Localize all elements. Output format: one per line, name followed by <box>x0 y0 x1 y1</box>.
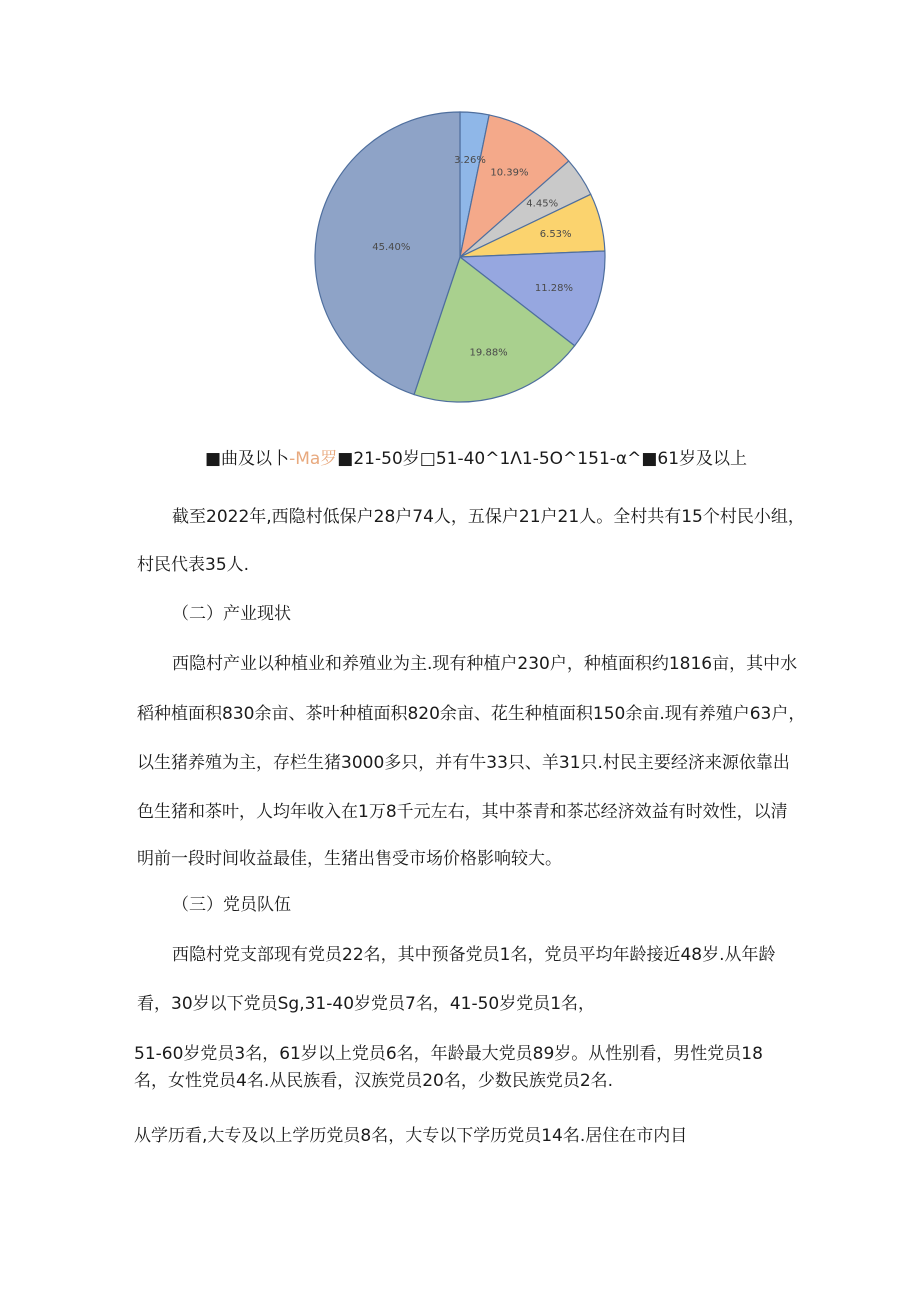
paragraph-line: 西隐村党支部现有党员22名，其中预备党员1名，党员平均年龄接近48岁.从年龄 <box>172 945 776 965</box>
paragraph-line: 从学历看,大专及以上学历党员8名，大专以下学历党员14名.居住在市内目 <box>134 1126 688 1146</box>
legend-item: -Ma罗 <box>289 449 338 469</box>
pie-slice-label: 10.39% <box>490 167 529 179</box>
paragraph-line: 村民代表35人. <box>137 555 250 575</box>
paragraph-line: 看，30岁以下党员Sg,31-40岁党员7名，41-50岁党员1名， <box>137 994 596 1014</box>
legend-item: ■曲及以卜 <box>205 449 290 469</box>
age-distribution-pie-chart <box>300 95 620 420</box>
pie-slice-label: 3.26% <box>454 154 486 166</box>
section-heading: （二）产业现状 <box>172 604 291 624</box>
paragraph-line: 名，女性党员4名.从民族看，汉族党员20名，少数民族党员2名. <box>134 1071 614 1091</box>
pie-slice-label: 4.45% <box>526 198 559 210</box>
pie-slice-label: 19.88% <box>469 347 508 359</box>
section-heading: （三）党员队伍 <box>172 895 291 915</box>
paragraph-line: 截至2022年,西隐村低保户28户74人，五保户21户21人。全村共有15个村民小组， <box>172 507 805 527</box>
pie-slice-label: 6.53% <box>539 229 572 241</box>
paragraph-line: 明前一段时间收益最佳，生猪出售受市场价格影响较大。 <box>137 849 562 869</box>
chart-legend <box>205 447 805 471</box>
legend-item: ■21-50岁 <box>337 449 420 469</box>
paragraph-line: 西隐村产业以种植业和养殖业为主.现有种植户230户，种植面积约1816亩，其中水 <box>172 654 798 674</box>
legend-item: ■61岁及以上 <box>641 449 748 469</box>
paragraph-line: 51-60岁党员3名，61岁以上党员6名，年龄最大党员89岁。从性别看，男性党员18 <box>134 1044 763 1064</box>
paragraph-line: 稻种植面积830余亩、茶叶种植面积820余亩、花生种植面积150余亩.现有养殖户63户， <box>137 704 806 724</box>
legend-item: □51-40^1Λ1-5O^151-α^ <box>419 449 642 469</box>
paragraph-line: 以生猪养殖为主，存栏生猪3000多只，并有牛33只、羊31只.村民主要经济来源依靠出 <box>137 753 790 773</box>
pie-slice-label: 45.40% <box>372 241 411 253</box>
paragraph-line: 色生猪和茶叶，人均年收入在1万8千元左右，其中茶青和茶芯经济效益有时效性，以清 <box>137 802 788 822</box>
pie-slice-label: 11.28% <box>534 282 574 294</box>
